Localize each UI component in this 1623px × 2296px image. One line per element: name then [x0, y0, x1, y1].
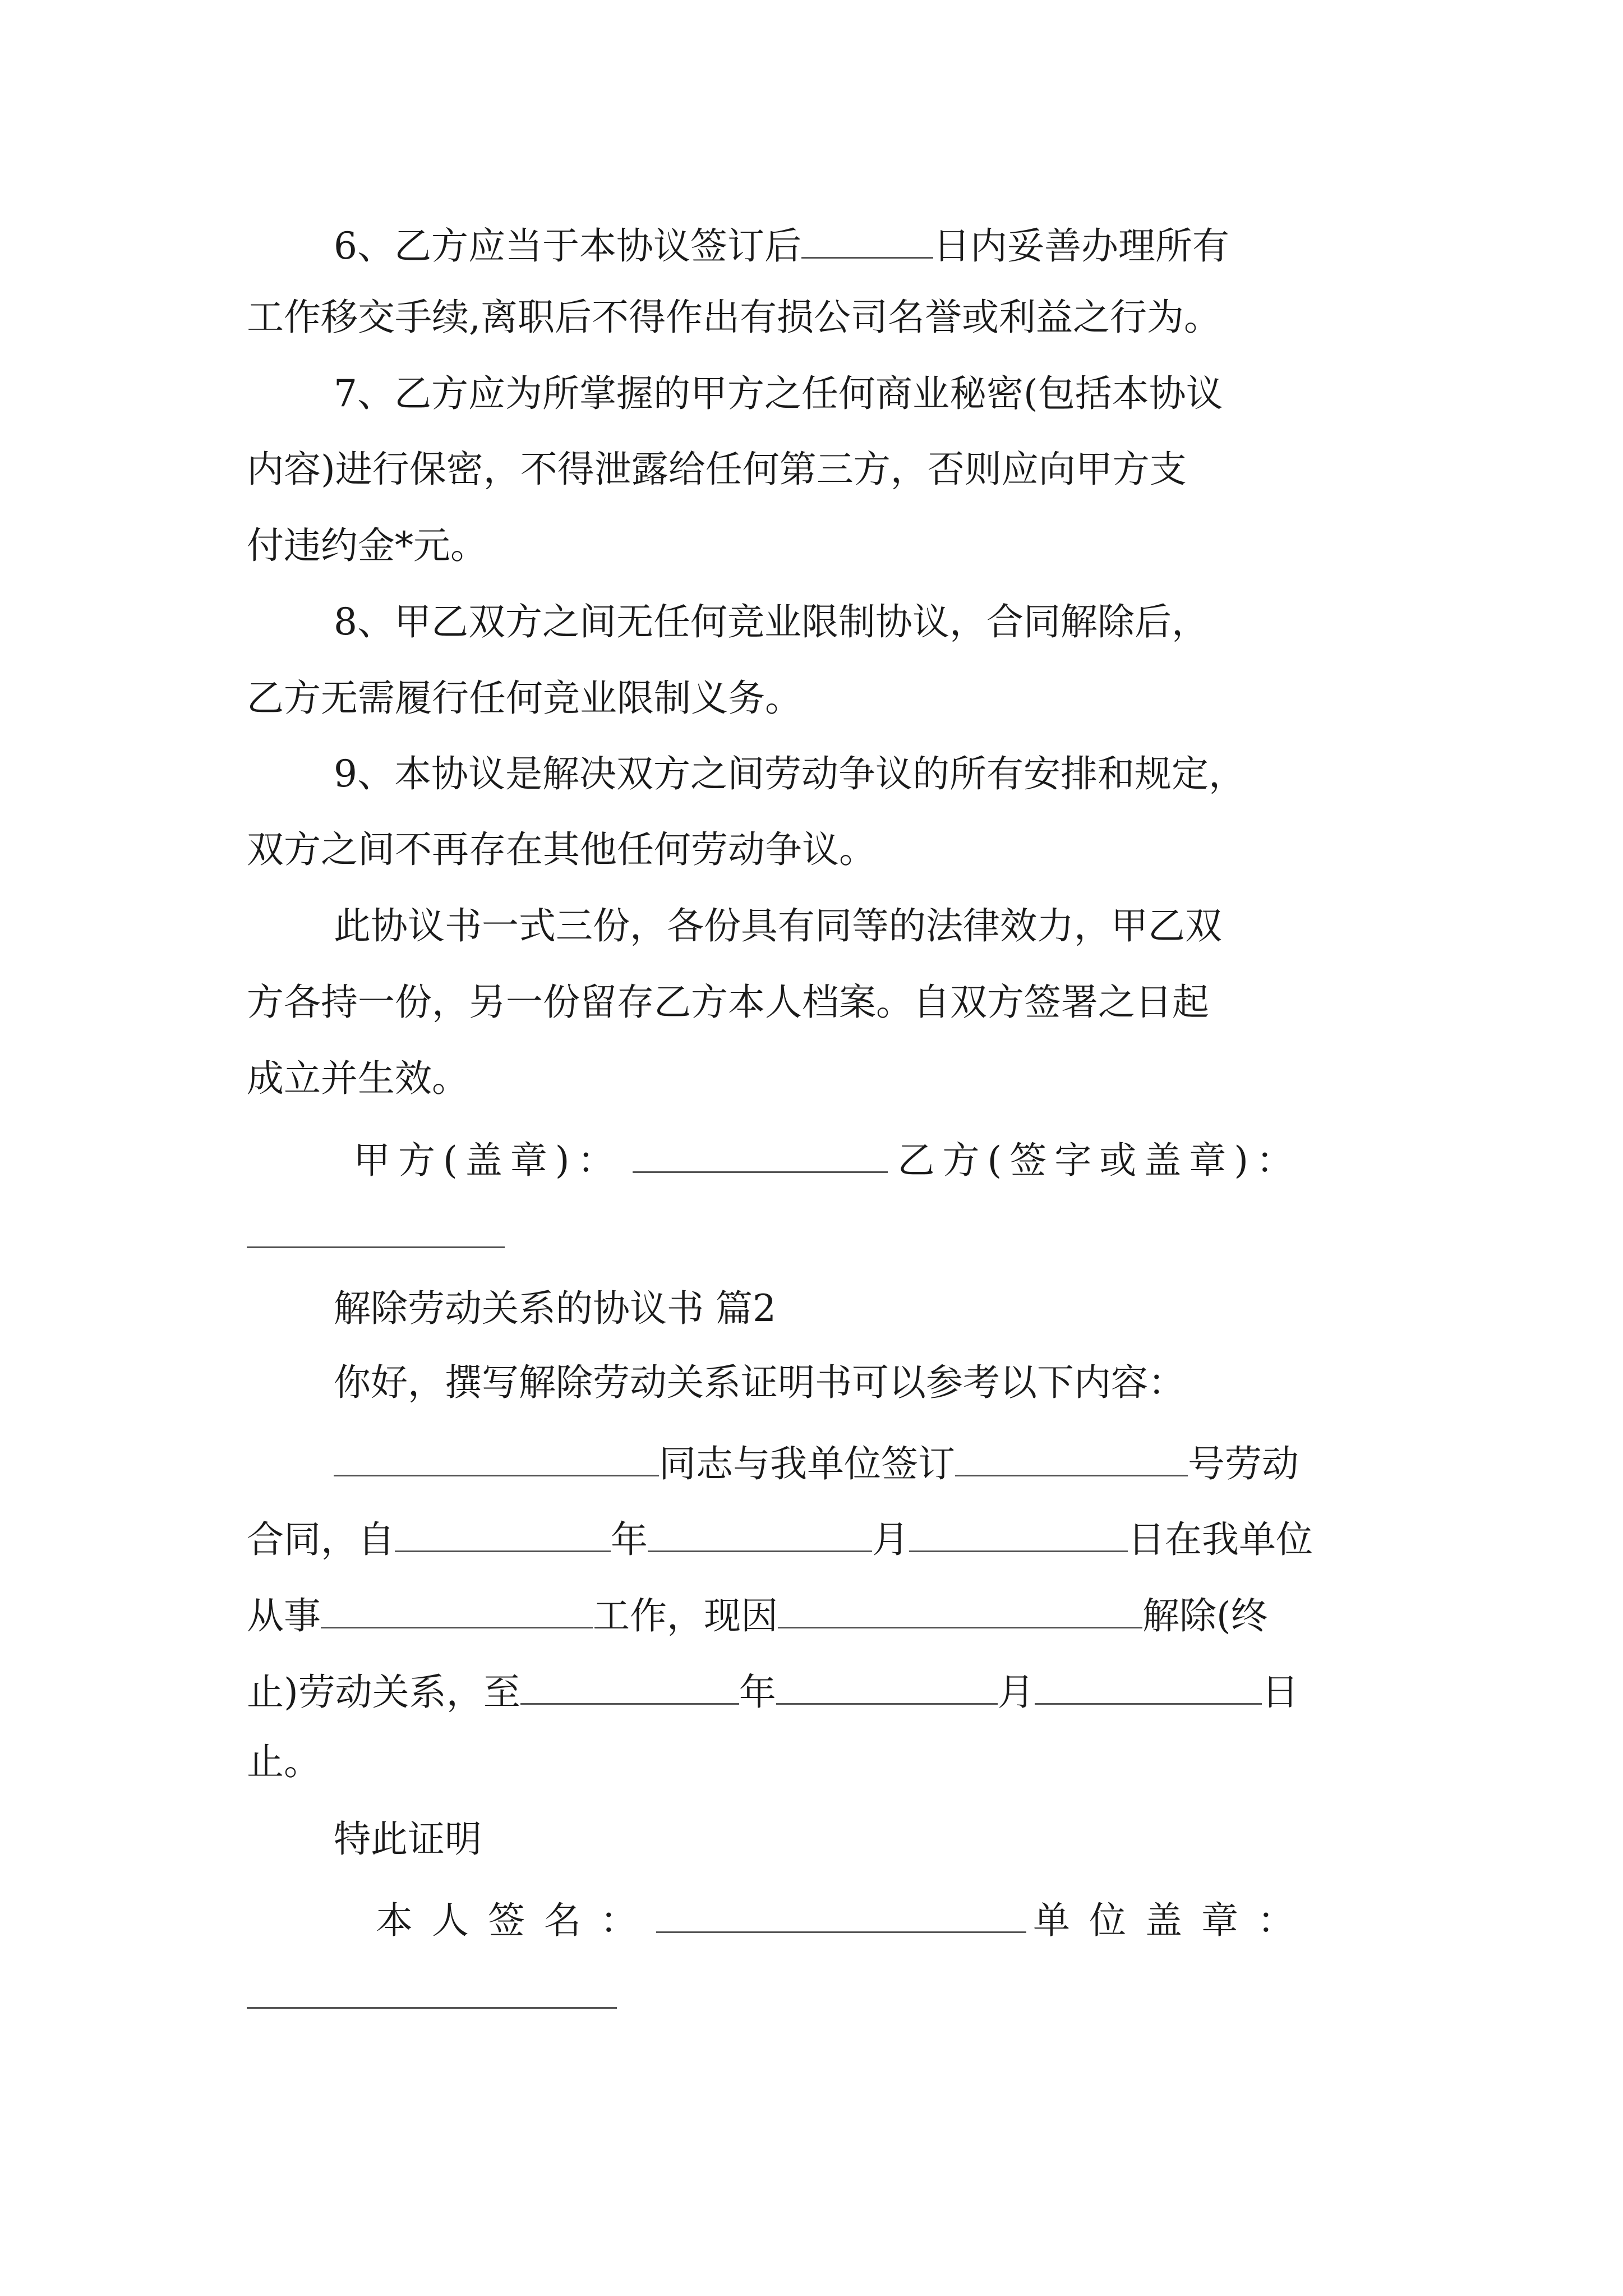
closing-line-3: 成立并生效。 — [247, 1057, 469, 1100]
party-b-signature-field[interactable] — [247, 1246, 505, 1248]
blank-contract-no[interactable] — [955, 1439, 1188, 1476]
item-6-line-2: 工作移交手续,离职后不得作出有损公司名誉或利益之行为。 — [247, 296, 1221, 339]
greeting: 你好，撰写解除劳动关系证明书可以参考以下内容： — [334, 1361, 1185, 1404]
blank-days[interactable] — [801, 222, 933, 259]
closing-line-1: 此协议书一式三份，各份具有同等的法律效力，甲乙双 — [334, 904, 1222, 947]
blank-reason[interactable] — [778, 1591, 1142, 1628]
unit-seal-label: 单位盖章： — [1033, 1898, 1313, 1942]
blank-job[interactable] — [321, 1591, 593, 1628]
blank-end-year[interactable] — [520, 1668, 739, 1705]
cert-line-2: 合同，自 年 月 日在我单位 — [247, 1515, 1313, 1558]
closing-line-2: 方各持一份，另一份留存乙方本人档案。自双方签署之日起 — [247, 981, 1209, 1024]
blank-end-day[interactable] — [1035, 1668, 1262, 1705]
cert-line-1: 同志与我单位签订 号劳动 — [334, 1439, 1299, 1483]
item-7-line-1: 7、乙方应为所掌握的甲方之任何商业秘密(包括本协议 — [334, 372, 1223, 415]
special-note: 特此证明 — [334, 1818, 482, 1861]
party-b-label: 乙方(签字或盖章)： — [897, 1138, 1301, 1182]
signature-row-1 — [353, 1136, 1301, 1182]
party-a-label: 甲方(盖章)： — [353, 1138, 623, 1182]
item-9-line-1: 9、本协议是解决双方之间劳动争议的所有安排和规定， — [334, 752, 1246, 795]
blank-name[interactable] — [334, 1439, 659, 1476]
item-7-line-2: 内容)进行保密，不得泄露给任何第三方，否则应向甲方支 — [247, 448, 1187, 491]
item-9-line-2: 双方之间不再存在其他任何劳动争议。 — [247, 828, 876, 871]
self-signature-field[interactable] — [656, 1896, 1026, 1933]
self-signature-label: 本人签名： — [376, 1898, 656, 1942]
cert-line-3: 从事 工作，现因 解除(终 — [247, 1591, 1268, 1635]
signature-row-2 — [376, 1896, 1313, 1942]
blank-end-month[interactable] — [776, 1668, 998, 1705]
section-2-title: 解除劳动关系的协议书 篇2 — [334, 1287, 776, 1330]
blank-start-year[interactable] — [395, 1515, 611, 1552]
item-8-line-1: 8、甲乙双方之间无任何竞业限制协议，合同解除后， — [334, 600, 1209, 643]
party-a-signature-field[interactable] — [633, 1136, 888, 1173]
blank-start-month[interactable] — [648, 1515, 872, 1552]
item-7-line-3: 付违约金*元。 — [247, 524, 487, 567]
item-8-line-2: 乙方无需履行任何竞业限制义务。 — [247, 677, 802, 720]
item-6-line-1: 6、乙方应当于本协议签订后 日内妥善办理所有 — [334, 222, 1229, 265]
cert-line-4: 止)劳动关系，至 年 月 日 — [247, 1668, 1299, 1711]
blank-start-day[interactable] — [909, 1515, 1128, 1552]
cert-line-5: 止。 — [247, 1740, 321, 1783]
unit-seal-field[interactable] — [247, 2007, 617, 2009]
